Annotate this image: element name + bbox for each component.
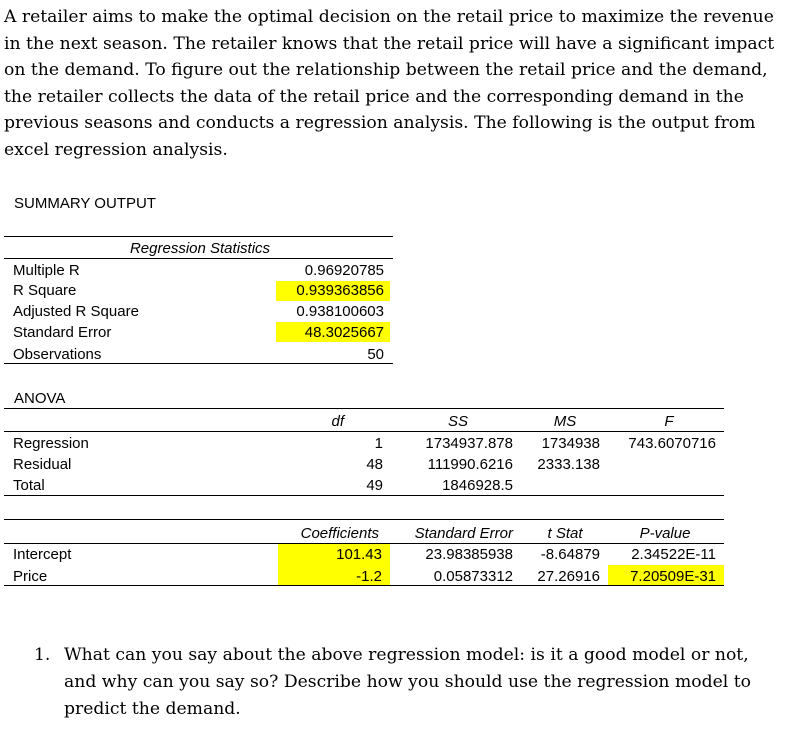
coef-row-label: Intercept bbox=[13, 546, 72, 563]
coef-tstat: 27.26916 bbox=[537, 568, 600, 585]
coef-pvalue: 2.34522E-11 bbox=[631, 546, 716, 563]
coef-header-rule bbox=[4, 543, 724, 544]
regstats-bottom-rule bbox=[4, 363, 393, 364]
coef-pvalue: 7.20509E-31 bbox=[630, 568, 716, 585]
question-text: What can you say about the above regression model: is it a good model or not, and why can you say so? Describe how you should use the regression model to predict the demand. bbox=[64, 645, 751, 719]
coef-stderr: 23.98385938 bbox=[425, 546, 513, 563]
coef-stderr: 0.05873312 bbox=[433, 568, 513, 585]
coef-col-coefficients: Coefficients bbox=[300, 525, 379, 542]
coef-col-stderr: Standard Error bbox=[414, 525, 513, 542]
anova-row-label: Residual bbox=[13, 456, 72, 473]
anova-top-rule bbox=[4, 408, 724, 409]
anova-ss: 111990.6216 bbox=[427, 456, 513, 473]
regstats-header-rule bbox=[4, 258, 393, 259]
regstats-value: 50 bbox=[367, 346, 384, 363]
regstats-label: Multiple R bbox=[13, 262, 80, 279]
anova-row-label: Regression bbox=[13, 435, 89, 452]
regstats-label: Adjusted R Square bbox=[13, 303, 139, 320]
regstats-top-rule bbox=[4, 236, 393, 237]
coef-tstat: -8.64879 bbox=[540, 546, 600, 563]
anova-ss: 1734937.878 bbox=[425, 435, 513, 452]
coef-bottom-rule bbox=[4, 585, 724, 586]
regstats-label: R Square bbox=[13, 282, 77, 299]
anova-col-f: F bbox=[664, 413, 674, 430]
coef-top-rule bbox=[4, 519, 724, 520]
regstats-header: Regression Statistics bbox=[129, 240, 271, 257]
anova-col-ms: MS bbox=[553, 413, 577, 430]
regstats-value: 0.96920785 bbox=[304, 262, 384, 279]
regstats-value: 0.939363856 bbox=[296, 282, 384, 299]
anova-df: 48 bbox=[366, 456, 383, 473]
anova-row-label: Total bbox=[13, 477, 45, 494]
coef-value: -1.2 bbox=[356, 568, 382, 585]
regstats-value: 48.3025667 bbox=[304, 324, 384, 341]
anova-ms: 1734938 bbox=[541, 435, 600, 452]
anova-col-df: df bbox=[331, 413, 344, 430]
anova-ms: 2333.138 bbox=[537, 456, 600, 473]
summary-output-title: SUMMARY OUTPUT bbox=[14, 195, 156, 212]
anova-df: 49 bbox=[366, 477, 383, 494]
problem-statement: A retailer aims to make the optimal decision on the retail price to maximize the revenue in the next season. The retailer knows that the retail price will have a significant impact on the demand. To figure out the relationship between the retail price and the demand, the retailer collects the data of the retail price and the corresponding demand in the previous seasons and conducts a regression analysis. The following is the output from excel regression analysis. bbox=[4, 7, 775, 160]
coef-col-tstat: t Stat bbox=[547, 525, 583, 542]
regstats-label: Observations bbox=[13, 346, 102, 363]
regstats-value: 0.938100603 bbox=[296, 303, 384, 320]
coef-col-pvalue: P-value bbox=[639, 525, 691, 542]
anova-ss: 1846928.5 bbox=[442, 477, 513, 494]
anova-f: 743.6070716 bbox=[628, 435, 716, 452]
coef-value: 101.43 bbox=[336, 546, 382, 563]
anova-title: ANOVA bbox=[14, 390, 66, 407]
anova-col-ss: SS bbox=[447, 413, 468, 430]
regstats-label: Standard Error bbox=[13, 324, 112, 341]
question-number: 1. bbox=[34, 645, 51, 665]
coef-row-label: Price bbox=[13, 568, 48, 585]
anova-header-rule bbox=[4, 431, 724, 432]
anova-bottom-rule bbox=[4, 495, 724, 496]
anova-df: 1 bbox=[374, 435, 383, 452]
